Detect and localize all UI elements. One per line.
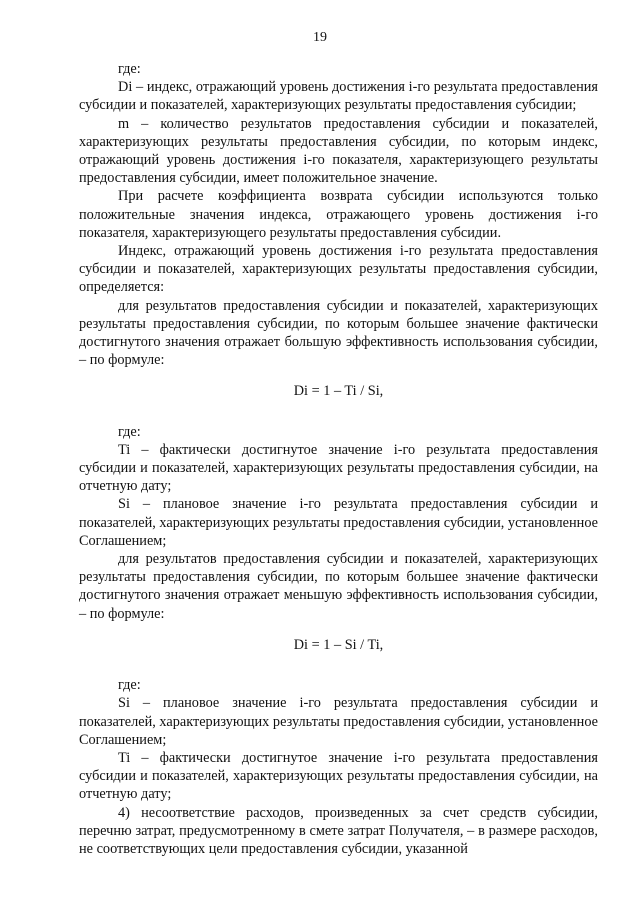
definition-si-1: Si – плановое значение i-го результата предоставления субсидии и показателей, характеризующих результаты предоставления субсидии, установленное Соглашением; xyxy=(79,496,598,549)
paragraph-larger-better: для результатов предоставления субсидии и показателей, характеризующих результаты предоставления субсидии, по которым большее значение фактически достигнутого значения отражает большую эффективность использования субсидии, – по формуле: xyxy=(79,297,598,369)
where-label-3: где: xyxy=(118,677,141,694)
paragraph-index-definition: Индекс, отражающий уровень достижения i-го результата предоставления субсидии и показателей, характеризующих результаты предоставления субсидии, определяется: xyxy=(79,243,598,296)
definition-m: m – количество результатов предоставления субсидии и показателей, характеризующих результаты предоставления субсидии, по которым индекс, отражающий уровень достижения i-го показателя, характеризующего результаты предоставления субсидии, имеет положительное значение. xyxy=(79,115,598,187)
formula-1: Di = 1 – Ti / Si, xyxy=(293,383,384,400)
definition-ti-1: Ti – фактически достигнутое значение i-го результата предоставления субсидии и показателей, характеризующих результаты предоставления субсидии, на отчетную дату; xyxy=(79,441,598,495)
where-label-2: где: xyxy=(118,423,141,440)
definition-di: Di – индекс, отражающий уровень достижения i-го результата предоставления субсидии и показателей, характеризующих результаты предоставления субсидии; xyxy=(79,79,598,114)
definition-si-2: Si – плановое значение i-го результата предоставления субсидии и показателей, характеризующих результаты предоставления субсидии, установленное Соглашением; xyxy=(79,695,598,748)
definition-ti-2: Ti – фактически достигнутое значение i-го результата предоставления субсидии и показателей, характеризующих результаты предоставления субсидии, на отчетную дату; xyxy=(79,749,598,803)
paragraph-larger-worse: для результатов предоставления субсидии и показателей, характеризующих результаты предоставления субсидии, по которым большее значение фактически достигнутого значения отражает меньшую эффективность использования субсидии, – по формуле: xyxy=(79,551,598,622)
where-label: где: xyxy=(118,61,141,77)
paragraph-item-4: 4) несоответствие расходов, произведенных за счет средств субсидии, перечню затрат, предусмотренному в смете затрат Получателя, – в размере расходов, не соответствующих цели предоставления субсидии, указанной xyxy=(79,804,598,857)
paragraph-positive-values: При расчете коэффициента возврата субсидии используются только положительные значения индекса, отражающего уровень достижения i-го показателя, характеризующего результаты предоставления субсидии. xyxy=(79,188,598,241)
page-number: 19 xyxy=(313,30,327,45)
document-body xyxy=(79,60,598,858)
formula-2: Di = 1 – Si / Ti, xyxy=(293,636,384,653)
